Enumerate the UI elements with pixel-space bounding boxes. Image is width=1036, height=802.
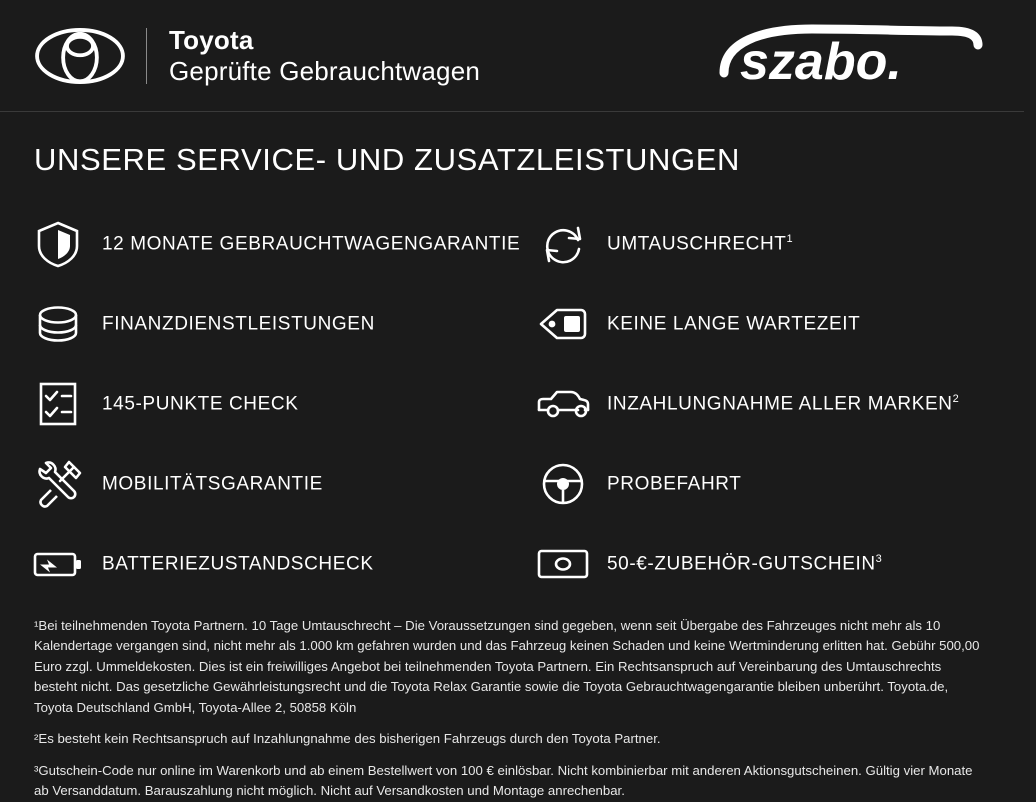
feature-label: KEINE LANGE WARTEZEIT: [607, 313, 861, 335]
feature-item: [531, 364, 1036, 444]
feature-item: [26, 364, 531, 444]
car-icon: [531, 384, 595, 424]
feature-label: 145-PUNKTE CHECK: [102, 393, 299, 415]
price-tag-icon: [531, 302, 595, 346]
page-title: UNSERE SERVICE- UND ZUSATZLEISTUNGEN: [34, 142, 740, 177]
feature-label: BATTERIEZUSTANDSCHECK: [102, 553, 374, 575]
toyota-brand-block: [34, 25, 480, 87]
coins-icon: [26, 302, 90, 346]
checklist-icon: [26, 380, 90, 428]
feature-item: [26, 444, 531, 524]
dealer-logo: [716, 21, 984, 91]
feature-item: [26, 524, 531, 604]
feature-item: [26, 284, 531, 364]
feature-label: INZAHLUNGNAHME ALLER MARKEN$^2$: [607, 392, 960, 415]
feature-item: [531, 204, 1036, 284]
feature-label: 12 MONATE GEBRAUCHTWAGENGARANTIE: [102, 233, 521, 255]
page-header: [0, 0, 1024, 112]
footnote-3: ³Gutschein-Code nur online im Warenkorb und ab einem Bestellwert von 100 € einlösbar. Nicht kombinierbar mit anderen Aktionsgutscheinen. Gültig vier Monate ab Versanddatum. Barauszahlung nicht möglich. Nicht auf Versandkosten und Montage anrechenbar.: [34, 762, 973, 799]
feature-label: PROBEFAHRT: [607, 473, 742, 495]
feature-label: UMTAUSCHRECHT$^1$: [607, 232, 794, 255]
features-grid: [0, 178, 1024, 604]
tools-icon: [26, 460, 90, 508]
feature-label: MOBILITÄTSGARANTIE: [102, 473, 323, 495]
shield-icon: [26, 220, 90, 268]
brand-subtitle: Geprüfte Gebrauchtwagen: [169, 55, 481, 86]
brand-name: Toyota: [169, 24, 254, 55]
footnote-1: ¹Bei teilnehmenden Toyota Partnern. 10 Tage Umtauschrecht – Die Voraussetzungen sind gegeben, wenn seit Übergabe des Fahrzeuges nicht mehr als 10 Kalendertage vergangen sind, nicht mehr als 1.000 km gefahren wurden und das Fahrzeug keinen Schaden und keine Wertminderung erlitten hat. Gebühr 500,00 Euro zzgl. Ummeldekosten. Dies ist ein freiwilliges Angebot bei teilnehmenden Toyota Partnern. Ein Rechtsanspruch auf Vereinbarung des Umtauschrechts besteht nicht. Das gesetzliche Gewährleistungsrecht und die Toyota Relax Garantie sowie die Toyota Gebrauchtwagengarantie bleiben unberührt. Toyota.de, Toyota Deutschland GmbH, Toyota-Allee 2, 50858 Köln: [34, 618, 980, 715]
exchange-arrows-icon: [531, 220, 595, 268]
battery-icon: [26, 546, 90, 582]
brand-text: [169, 25, 480, 86]
toyota-logo-icon: [34, 25, 126, 87]
feature-item: [531, 284, 1036, 364]
footnote-2: ²Es besteht kein Rechtsanspruch auf Inzahlungnahme des bisherigen Fahrzeugs durch den Toyota Partner.: [34, 731, 661, 747]
footnotes: [0, 604, 1024, 802]
feature-item: [26, 204, 531, 284]
steering-wheel-icon: [531, 460, 595, 508]
feature-item: [531, 444, 1036, 524]
banknote-icon: [531, 546, 595, 582]
brand-divider: [146, 28, 147, 84]
feature-label: 50-€-ZUBEHÖR-GUTSCHEIN$^3$: [607, 552, 883, 575]
feature-label: FINANZDIENSTLEISTUNGEN: [102, 313, 375, 335]
feature-item: [531, 524, 1036, 604]
dealer-logo-text: szabo.: [740, 32, 902, 91]
